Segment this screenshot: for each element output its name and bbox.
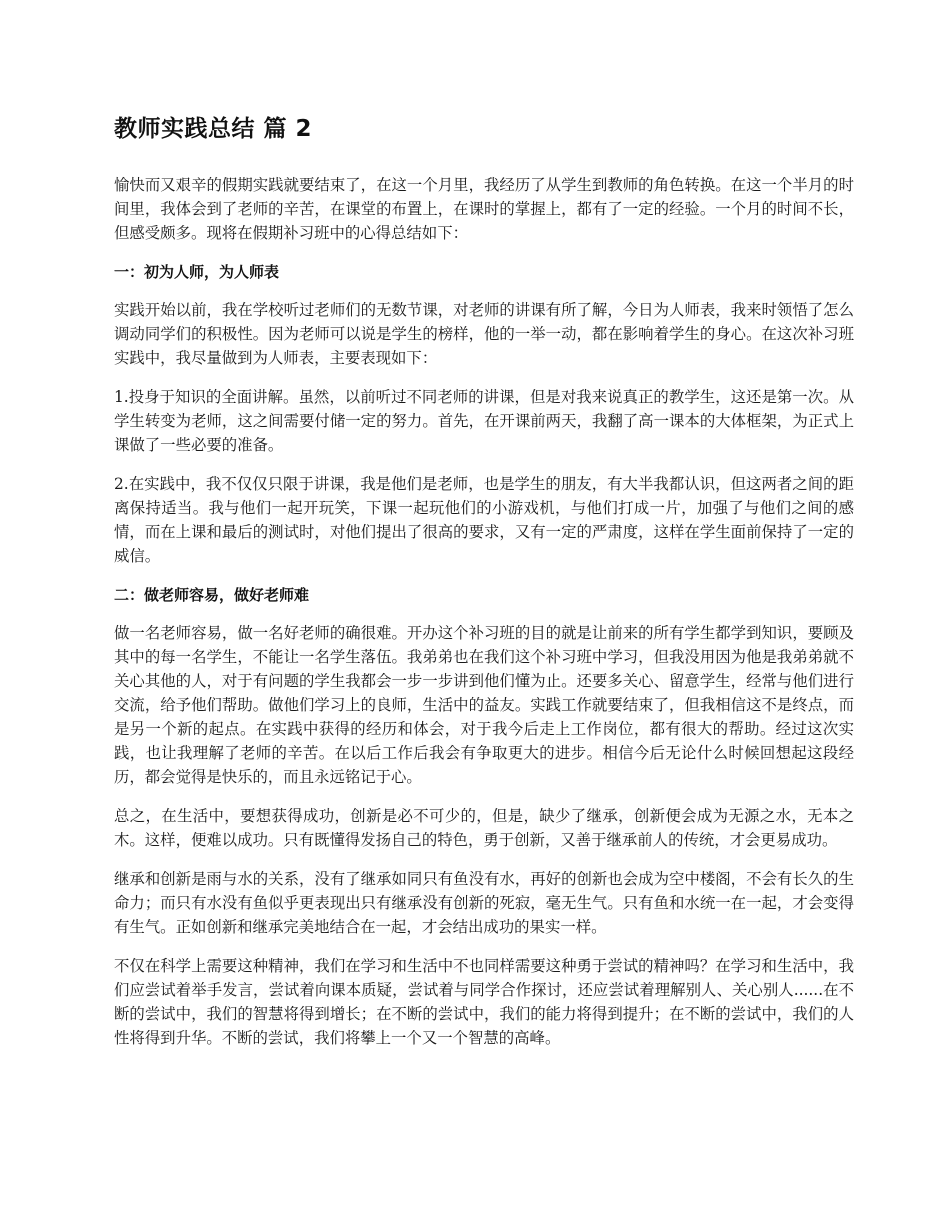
paragraph: 继承和创新是雨与水的关系，没有了继承如同只有鱼没有水，再好的创新也会成为空中楼阁，不会有长久的生命力；而只有水没有鱼似乎更表现出只有继承没有创新的死寂，毫无生气。只有鱼和水统一在一起，才会变得有生气。正如创新和继承完美地结合在一起，才会结出成功的果实一样。: [114, 870, 854, 936]
section-heading-2: 二：做老师容易，做好老师难: [114, 586, 310, 604]
paragraph-intro: 愉快而又艰辛的假期实践就要结束了，在这一个月里，我经历了从学生到教师的角色转换。在这一个半月的时间里，我体会到了老师的辛苦，在课堂的布置上，在课时的掌握上，都有了一定的经验。一个月的时间不长，但感受颇多。现将在假期补习班中的心得总结如下：: [114, 176, 854, 242]
paragraph-conclusion: 不仅在科学上需要这种精神，我们在学习和生活中不也同样需要这种勇于尝试的精神吗？在学习和生活中，我们应尝试着举手发言，尝试着向课本质疑，尝试着与同学合作探讨，还应尝试着理解别人、关心别人......在不断的尝试中，我们的智慧将得到增长；在不断的尝试中，我们的能力将得到提升；在不断的尝试中，我们的人性将得到升华。不断的尝试，我们将攀上一个又一个智慧的高峰。: [114, 957, 854, 1047]
paragraph: 实践开始以前，我在学校听过老师们的无数节课，对老师的讲课有所了解，今日为人师表，我来时领悟了怎么调动同学们的积极性。因为老师可以说是学生的榜样，他的一举一动，都在影响着学生的身心。在这次补习班实践中，我尽量做到为人师表，主要表现如下：: [114, 301, 854, 367]
section-heading-1: 一：初为人师，为人师表: [114, 263, 280, 281]
paragraph: 2.在实践中，我不仅仅只限于讲课，我是他们是老师，也是学生的朋友，有大半我都认识，但这两者之间的距离保持适当。我与他们一起开玩笑，下课一起玩他们的小游戏机，与他们打成一片，加强了与他们之间的感情，而在上课和最后的测试时，对他们提出了很高的要求，又有一定的严肃度，这样在学生面前保持了一定的威信。: [114, 475, 854, 565]
paragraph: 做一名老师容易，做一名好老师的确很难。开办这个补习班的目的就是让前来的所有学生都学到知识，要顾及其中的每一名学生，不能让一名学生落伍。我弟弟也在我们这个补习班中学习，但我没用因为他是我弟弟就不关心其他的人，对于有问题的学生我都会一步一步讲到他们懂为止。还要多关心、留意学生，经常与他们进行交流，给予他们帮助。做他们学习上的良师，生活中的益友。实践工作就要结束了，但我相信这不是终点，而是另一个新的起点。在实践中获得的经历和体会，对于我今后走上工作岗位，都有很大的帮助。经过这次实践，也让我理解了老师的辛苦。在以后工作后我会有争取更大的进步。相信今后无论什么时候回想起这段经历，都会觉得是快乐的，而且永远铭记于心。: [114, 624, 854, 786]
paragraph: 1.投身于知识的全面讲解。虽然，以前听过不同老师的讲课，但是对我来说真正的教学生，这还是第一次。从学生转变为老师，这之间需要付储一定的努力。首先，在开课前两天，我翻了高一课本的大体框架，为正式上课做了一些必要的准备。: [114, 388, 854, 454]
document-title: 教师实践总结 篇 2: [114, 116, 313, 142]
paragraph: 总之，在生活中，要想获得成功，创新是必不可少的，但是，缺少了继承，创新便会成为无源之水，无本之木。这样，便难以成功。只有既懂得发扬自己的特色，勇于创新，又善于继承前人的传统，才会更易成功。: [114, 807, 854, 849]
document-page: [114, 112, 854, 1065]
